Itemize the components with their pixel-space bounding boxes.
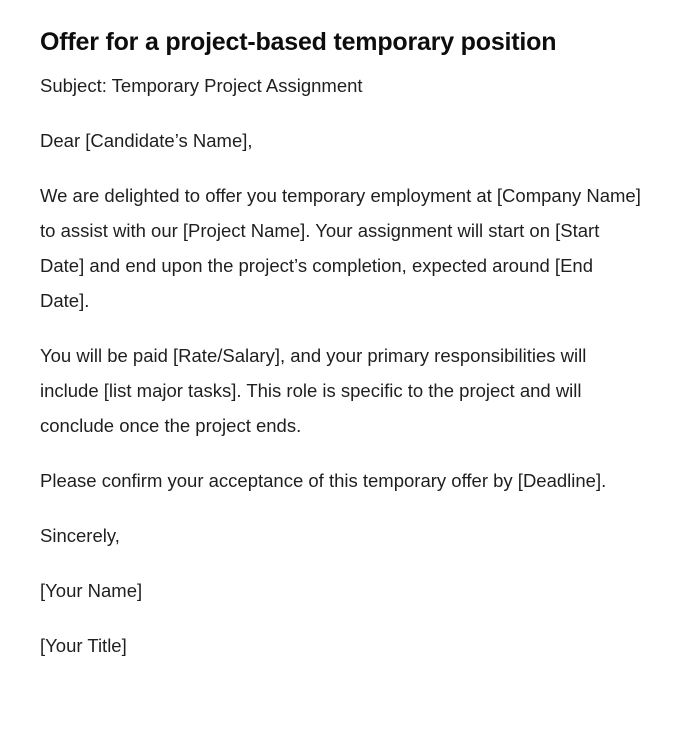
body-paragraph-offer: We are delighted to offer you temporary employment at [Company Name] to assist with our [Project Name]. Your assignment will start on [Start Date] and end upon the project’s completion, expected around [End Date]. bbox=[40, 185, 641, 311]
closing: Sincerely, bbox=[40, 525, 120, 546]
signature-title: [Your Title] bbox=[40, 635, 127, 656]
body-paragraph-pay: You will be paid [Rate/Salary], and your primary responsibilities will include [list major tasks]. This role is specific to the project and will conclude once the project ends. bbox=[40, 345, 587, 436]
body-paragraph-confirm: Please confirm your acceptance of this temporary offer by [Deadline]. bbox=[40, 470, 607, 491]
signature-name: [Your Name] bbox=[40, 580, 143, 601]
salutation: Dear [Candidate’s Name], bbox=[40, 130, 253, 151]
page-title: Offer for a project-based temporary position bbox=[40, 28, 557, 56]
subject-line: Subject: Temporary Project Assignment bbox=[40, 75, 363, 96]
